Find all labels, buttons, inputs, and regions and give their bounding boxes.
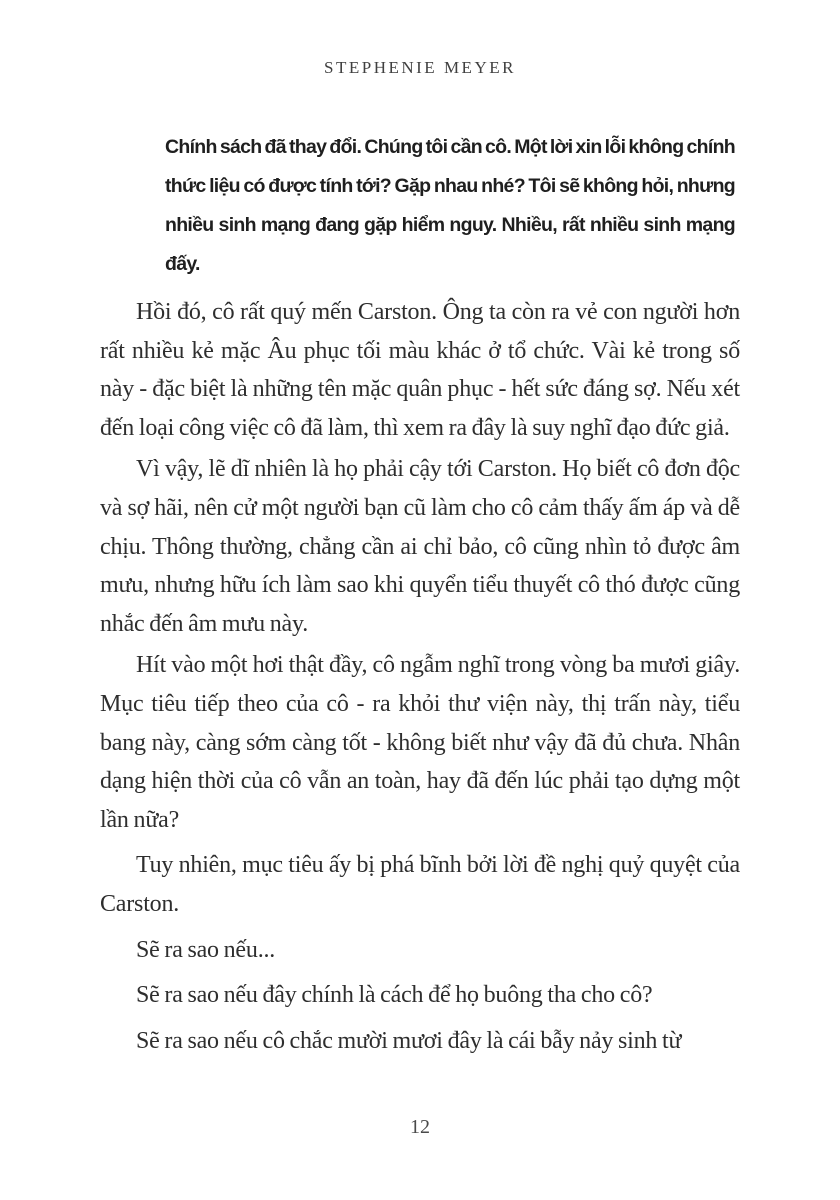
- paragraph: Sẽ ra sao nếu đây chính là cách để họ buông tha cho cô?: [136, 982, 653, 1009]
- page-number: 12: [410, 1116, 430, 1138]
- paragraph: Hít vào một hơi thật đầy, cô ngẫm nghĩ trong vòng ba mươi giây. Mục tiêu tiếp theo của cô - ra khỏi thư viện này, thị trấn này, tiểu bang này, càng sớm càng tốt - không biết như vậy đã đủ chưa. Nhân dạng hiện thời của cô vẫn an toàn, hay đã đến lúc phải tạo dựng một lần nữa?: [100, 652, 740, 833]
- paragraph: Vì vậy, lẽ dĩ nhiên là họ phải cậy tới Carston. Họ biết cô đơn độc và sợ hãi, nên cử một người bạn cũ làm cho cô cảm thấy ấm áp và dễ chịu. Thông thường, chẳng cần ai chỉ bảo, cô cũng nhìn tỏ được âm mưu, nhưng hữu ích làm sao khi quyển tiểu thuyết cô thó được cũng nhắc đến âm mưu này.: [100, 456, 740, 637]
- paragraph: Sẽ ra sao nếu...: [136, 936, 276, 963]
- paragraph: Hồi đó, cô rất quý mến Carston. Ông ta còn ra vẻ con người hơn rất nhiều kẻ mặc Âu phục tối màu khác ở tổ chức. Vài kẻ trong số này - đặc biệt là những tên mặc quân phục - hết sức đáng sợ. Nếu xét đến loại công việc cô đã làm, thì xem ra đây là suy nghĩ đạo đức giả.: [100, 299, 740, 441]
- running-head: STEPHENIE MEYER: [324, 58, 516, 77]
- block-quote: Chính sách đã thay đổi. Chúng tôi cần cô. Một lời xin lỗi không chính thức liệu có được tính tới? Gặp nhau nhé? Tôi sẽ không hỏi, nhưng nhiều sinh mạng đang gặp hiểm nguy. Nhiều, rất nhiều sinh mạng đấy.: [165, 136, 735, 275]
- paragraph: Tuy nhiên, mục tiêu ấy bị phá bĩnh bởi lời đề nghị quỷ quyệt của Carston.: [100, 852, 740, 917]
- body-text: [100, 293, 740, 1063]
- paragraph: Sẽ ra sao nếu cô chắc mười mươi đây là cái bẫy nảy sinh từ: [136, 1027, 682, 1054]
